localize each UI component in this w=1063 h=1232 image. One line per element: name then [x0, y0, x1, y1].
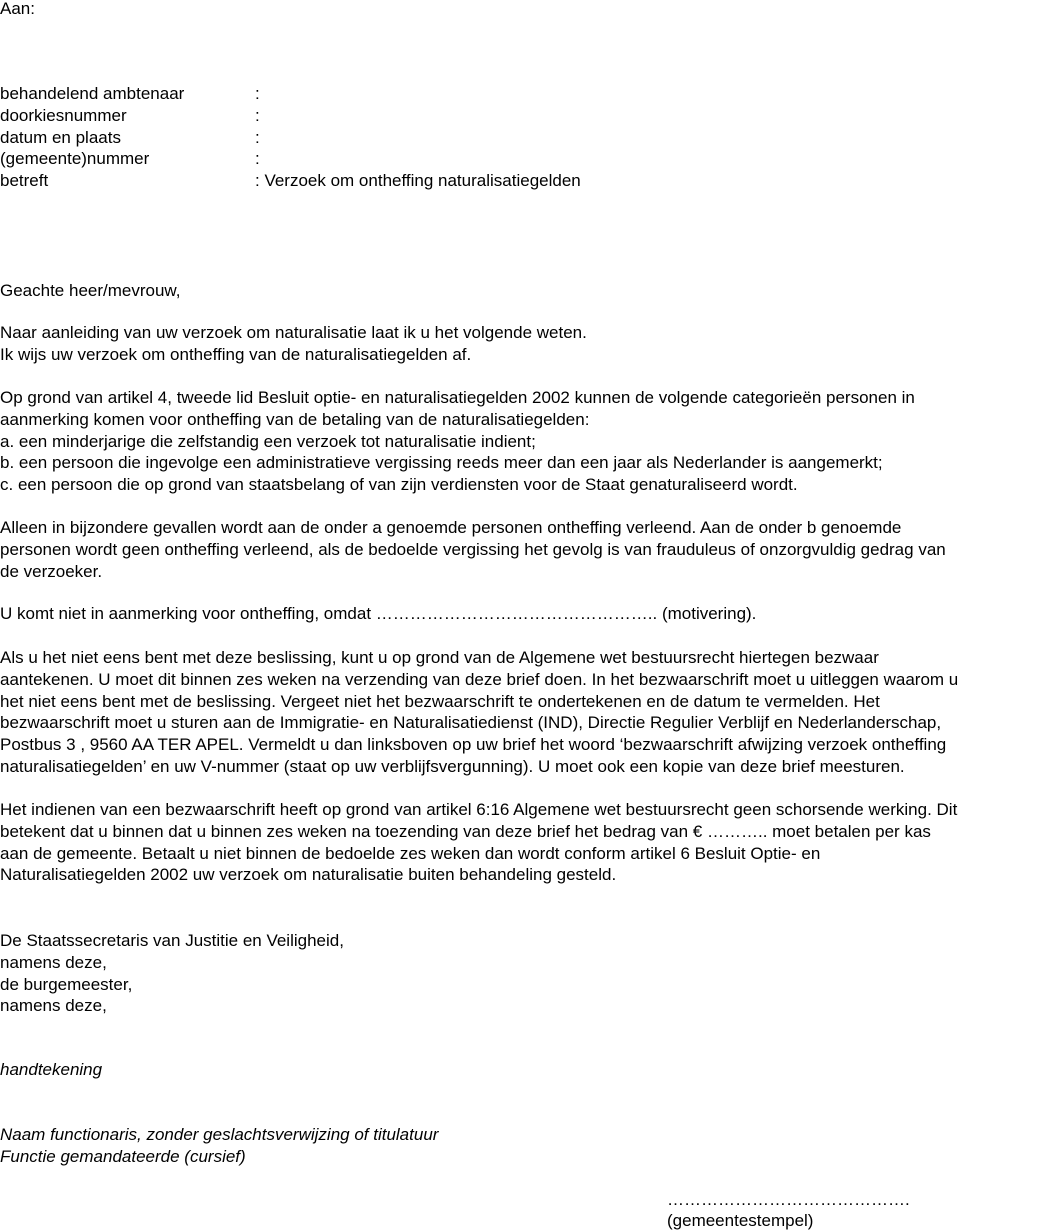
paragraph-line: U komt niet in aanmerking voor ontheffing, omdat ………………………………………….. (motivering).	[0, 604, 757, 623]
official-function: Functie gemandateerde (cursief)	[0, 1147, 246, 1166]
field-label-doorkiesnummer: doorkiesnummer	[0, 106, 127, 125]
paragraph-line: de verzoeker.	[0, 561, 103, 581]
paragraph-objection	[0, 647, 1063, 778]
salutation: Geachte heer/mevrouw,	[0, 281, 181, 300]
stamp-dots: …………………………………….	[667, 1190, 910, 1209]
paragraph-line: Het indienen van een bezwaarschrift heeft op grond van artikel 6:16 Algemene wet bestuursrecht geen schorsende werking. Dit	[0, 800, 958, 819]
paragraph-line: personen wordt geen ontheffing verleend, als de bedoelde vergissing het gevolg is van frauduleus of onzorgvuldig gedrag van	[0, 539, 946, 559]
closing-block	[0, 930, 1063, 1017]
paragraph-line: Postbus 3 , 9560 AA TER APEL. Vermeldt u dan linksboven op uw brief het woord ‘bezwaarschrift afwijzing verzoek ontheffing	[0, 735, 947, 755]
paragraph-line: Naturalisatiegelden 2002 uw verzoek om naturalisatie buiten behandeling gesteld.	[0, 865, 617, 885]
paragraph-exceptions	[0, 517, 1063, 582]
paragraph-intro	[0, 322, 1063, 366]
paragraph-line: naturalisatiegelden’ en uw V-nummer (staat op uw verblijfsvergunning). U moet ook een kopie van deze brief meesturen.	[0, 756, 905, 776]
paragraph-line: Naar aanleiding van uw verzoek om naturalisatie laat ik u het volgende weten.	[0, 323, 587, 342]
field-value-datum: :	[255, 128, 260, 147]
paragraph-line: betekent dat u binnen dat u binnen zes weken na toezending van deze brief het bedrag van € ……….. moet betalen per kas	[0, 821, 931, 841]
closing-line: namens deze,	[0, 952, 107, 972]
paragraph-payment	[0, 799, 1063, 886]
paragraph-motivation	[0, 603, 1063, 625]
field-label-gemeentenummer: (gemeente)nummer	[0, 149, 150, 168]
paragraph-line: Op grond van artikel 4, tweede lid Besluit optie- en naturalisatiegelden 2002 kunnen de volgende categorieën personen in	[0, 388, 915, 407]
field-value-gemeentenummer: :	[255, 149, 260, 168]
official-name: Naam functionaris, zonder geslachtsverwijzing of titulatuur	[0, 1125, 439, 1144]
paragraph-categories	[0, 387, 1063, 496]
list-item-a: a. een minderjarige die zelfstandig een verzoek tot naturalisatie indient;	[0, 431, 536, 451]
field-value-betreft: : Verzoek om ontheffing naturalisatiegelden	[255, 171, 581, 190]
list-item-b: b. een persoon die ingevolge een administratieve vergissing reeds meer dan een jaar als Nederlander is aangemerkt;	[0, 453, 883, 473]
field-label-betreft: betreft	[0, 171, 49, 190]
field-value-ambtenaar: :	[255, 84, 260, 103]
field-label-datum: datum en plaats	[0, 128, 121, 147]
paragraph-line: Alleen in bijzondere gevallen wordt aan de onder a genoemde personen ontheffing verleend. Aan de onder b genoemde	[0, 518, 902, 537]
closing-line: de burgemeester,	[0, 974, 133, 994]
list-item-c: c. een persoon die op grond van staatsbelang of van zijn verdiensten voor de Staat genaturaliseerd wordt.	[0, 475, 798, 495]
recipient-label: Aan:	[0, 0, 35, 18]
closing-line: De Staatssecretaris van Justitie en Veiligheid,	[0, 931, 344, 950]
stamp-label: (gemeentestempel)	[667, 1211, 814, 1230]
field-label-ambtenaar: behandelend ambtenaar	[0, 84, 185, 103]
closing-line: namens deze,	[0, 996, 107, 1016]
paragraph-line: het niet eens bent met de beslissing. Vergeet niet het bezwaarschrift te ondertekenen en de datum te vermelden. Het	[0, 691, 880, 711]
paragraph-line: aanmerking komen voor ontheffing van de betaling van de naturalisatiegelden:	[0, 409, 590, 429]
signature-placeholder: handtekening	[0, 1060, 103, 1079]
paragraph-line: aan de gemeente. Betaalt u niet binnen de bedoelde zes weken dan wordt conform artikel 6 Besluit Optie- en	[0, 843, 821, 863]
field-value-doorkiesnummer: :	[255, 106, 260, 125]
paragraph-line: aantekenen. U moet dit binnen zes weken na verzending van deze brief doen. In het bezwaarschrift moet u uitleggen waarom u	[0, 669, 959, 689]
paragraph-line: bezwaarschrift moet u sturen aan de Immigratie- en Naturalisatiedienst (IND), Directie Regulier Verblijf en Nederlanderschap,	[0, 713, 942, 733]
paragraph-line: Als u het niet eens bent met deze beslissing, kunt u op grond van de Algemene wet bestuursrecht hiertegen bezwaar	[0, 648, 879, 667]
paragraph-line: Ik wijs uw verzoek om ontheffing van de naturalisatiegelden af.	[0, 344, 472, 364]
